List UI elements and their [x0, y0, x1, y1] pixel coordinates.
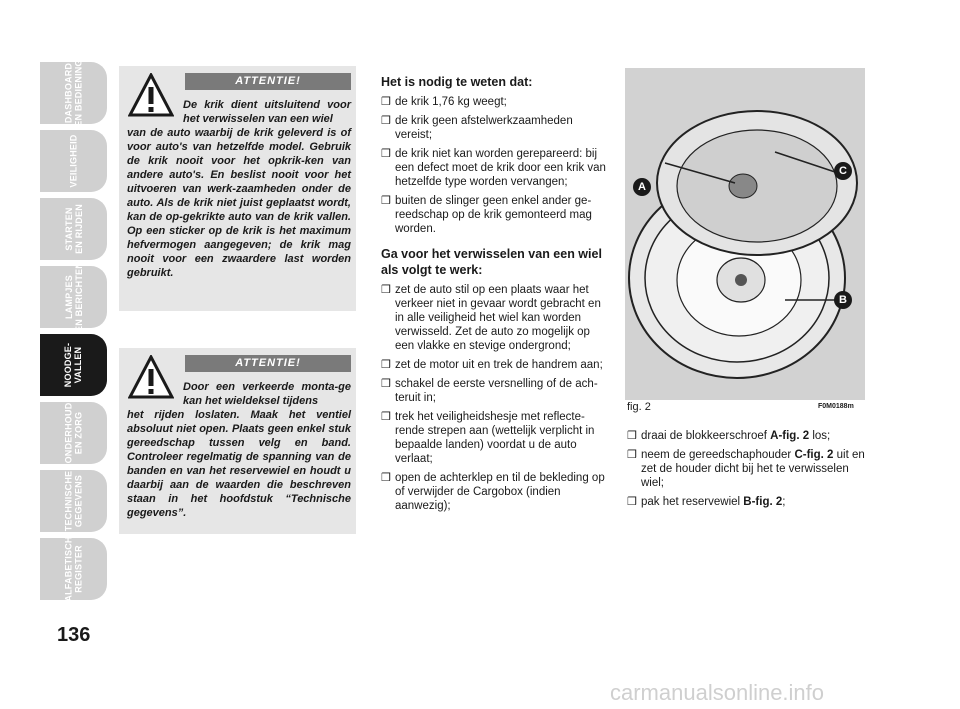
list-item: ❒ de krik 1,76 kg weegt; [381, 95, 608, 109]
list-item [627, 429, 865, 443]
middle-column [381, 74, 608, 513]
procedure-list [381, 283, 608, 513]
chapter-tab[interactable] [40, 130, 107, 192]
chapter-tab[interactable] [40, 262, 107, 332]
list-item [627, 495, 865, 509]
figure-code: F0M0188m [818, 403, 854, 410]
chapter-tab-label: VEILIGHEID [68, 134, 79, 188]
step-post: ; [782, 496, 786, 508]
list-item: ❒ zet de auto stil op een plaats waar het verkeer niet in gevaar wordt gebracht en in alle veiligheid het wiel kan worden verwisseld. Zet de auto zo mogelijk op een vlakke en stevige ondergrond; [381, 283, 608, 353]
figure-spare-wheel [625, 68, 865, 400]
list-item: ❒ trek het veiligheidshesje met reflecte-rende strepen aan (wettelijk verplicht in bepaalde landen) voordat u de auto verlaat; [381, 410, 608, 466]
warning-box-jack [119, 66, 356, 311]
warning-title: ATTENTIE! [185, 73, 351, 90]
list-item: ❒ zet de motor uit en trek de handrem aan; [381, 358, 608, 372]
step-pre: pak het reservewiel [641, 496, 744, 508]
chapter-tab[interactable] [40, 59, 107, 127]
chapter-tab[interactable] [40, 470, 107, 532]
list-item: ❒ open de achterklep en til de bekleding op of verwijder de Cargobox (indien aanwezig); [381, 471, 608, 513]
list-item: ❒ buiten de slinger geen enkel ander ge-reedschap op de krik gemonteerd mag worden. [381, 194, 608, 236]
step-ref: A-fig. 2 [770, 430, 810, 442]
heading-know: Het is nodig te weten dat: [381, 75, 533, 89]
heading-procedure: Ga voor het verwisselen van een wiel als volgt te werk: [381, 247, 602, 277]
chapter-tab[interactable] [40, 198, 107, 260]
chapter-tab[interactable] [40, 402, 107, 464]
chapter-tab-label: TECHNISCHE GEGEVENS [63, 470, 84, 532]
label-a-icon: A [633, 178, 651, 196]
step-ref: C-fig. 2 [794, 449, 834, 461]
warning-text: het rijden loslaten. Maak het ventiel absoluut niet open. Plaats geen enkel stuk gereedschap tussen velg en band. Controleer regelmatig de spanning van de banden en van het reservewiel en houdt u daarbij aan de waarden die beschreven staan in het hoofdstuk “Technische gegevens”. [127, 409, 351, 519]
chapter-tab[interactable] [40, 538, 107, 600]
step-ref: B-fig. 2 [743, 496, 783, 508]
step-post: los; [809, 430, 831, 442]
label-b-icon: B [834, 291, 852, 309]
watermark: carmanualsonline.info [610, 680, 825, 705]
step-post: uit en zet de houder dicht bij het te verwisselen wiel; [641, 449, 865, 489]
step-pre: neem de gereedschaphouder [641, 449, 795, 461]
chapter-tab-label: LAMPJES EN BERICHTEN [63, 262, 84, 332]
chapter-tab-label: ONDERHOUD EN ZORG [63, 402, 84, 464]
chapter-tab-label: DASHBOARD EN BEDIENING [63, 59, 84, 127]
step-pre: draai de blokkeerschroef [641, 430, 771, 442]
chapter-tab[interactable] [40, 334, 107, 396]
figure-caption: fig. 2 [627, 401, 651, 413]
warning-text: van de auto waarbij de krik geleverd is of voor auto's van hetzelfde model. Gebruik de krik nooit voor het opkrik-ken van andere auto's. En beslist nooit voor het uitvoeren van werk-zaamheden onder de auto. Als de krik niet juist geplaatst wordt, kan de op-gekrikte auto van de krik vallen. Op een sticker op de krik is het maximum hefvermogen aangegeven; de krik mag nooit voor een zwaardere last worden gebruikt. [127, 127, 351, 279]
label-c-icon: C [834, 162, 852, 180]
page-number: 136 [57, 624, 91, 646]
list-item [627, 448, 865, 490]
jack-facts-list [381, 95, 608, 236]
steps-list [627, 429, 865, 509]
warning-lead: De krik dient uitsluitend voor het verwisselen van een wiel [183, 99, 351, 125]
warning-box-hubcap [119, 348, 356, 534]
spare-wheel-illustration [625, 68, 865, 400]
warning-title: ATTENTIE! [185, 355, 351, 372]
right-column [627, 424, 865, 509]
list-item: ❒ schakel de eerste versnelling of de ach-teruit in; [381, 377, 608, 405]
chapter-tab-label: ALFABETISCH REGISTER [63, 536, 84, 602]
chapter-tab-label: NOODGE- VALLEN [63, 342, 84, 388]
list-item: ❒ de krik niet kan worden gerepareerd: bij een defect moet de krik door een krik van hetzelfde type worden vervangen; [381, 147, 608, 189]
list-item: ❒ de krik geen afstelwerkzaamheden vereist; [381, 114, 608, 142]
chapter-tab-label: STARTEN EN RIJDEN [63, 204, 84, 254]
warning-lead: Door een verkeerde monta-ge kan het wieldeksel tijdens [183, 381, 351, 407]
